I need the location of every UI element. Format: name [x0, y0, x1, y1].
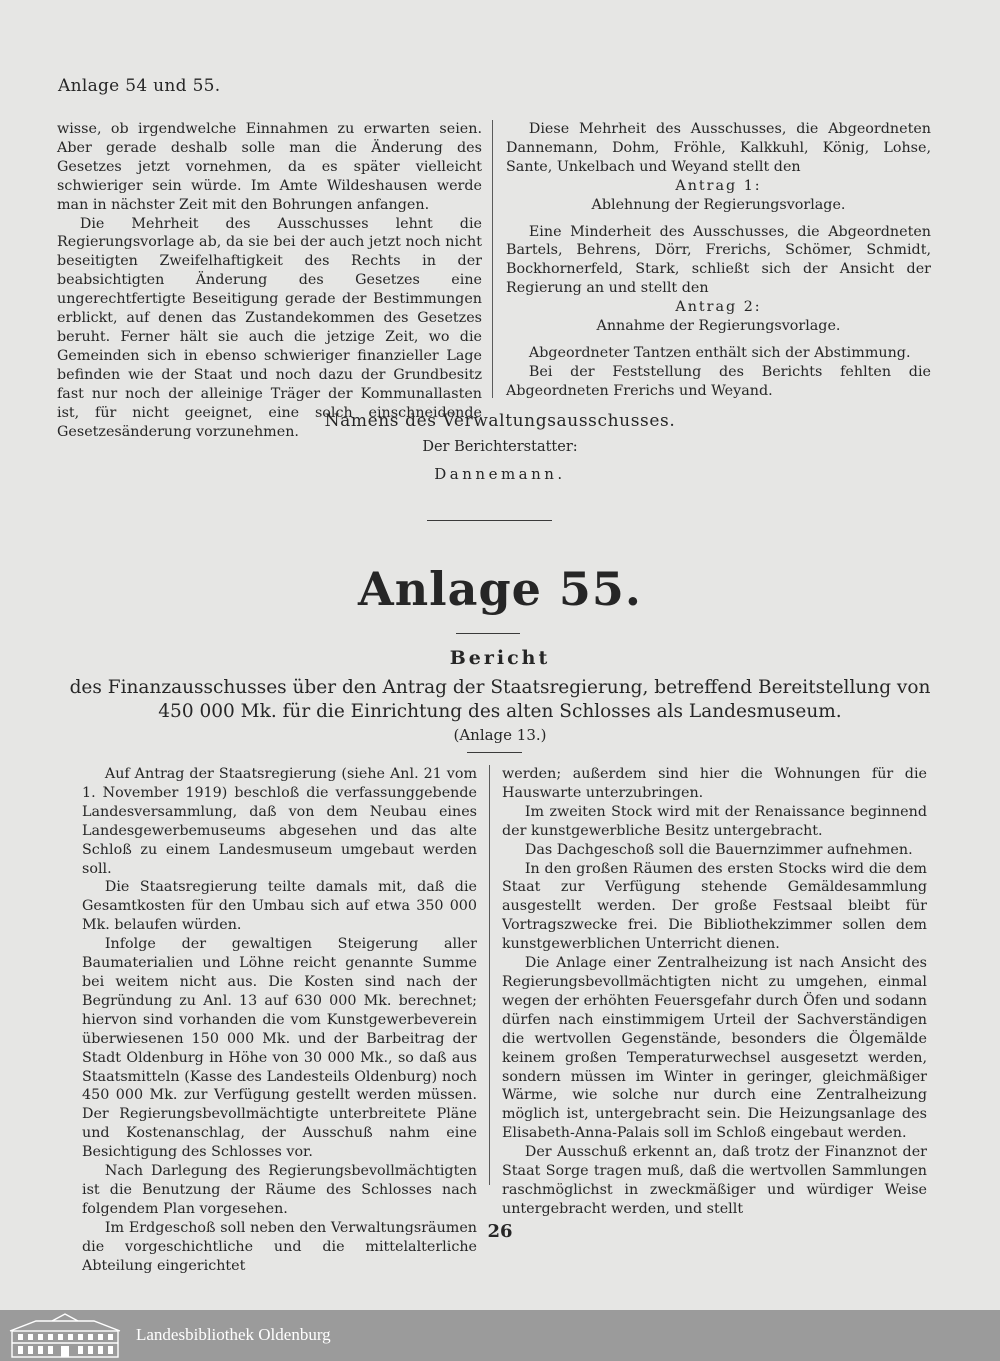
paragraph: Diese Mehrheit des Ausschusses, die Abgeordneten Dannemann, Dohm, Fröhle, Kalkkuhl, König, Lohse, Sante, Unkelbach und Weyand stellt den	[506, 121, 931, 175]
paragraph: Bei der Feststellung des Berichts fehlten die Abgeordneten Frerichs und Weyand.	[506, 363, 931, 399]
top-right-column	[506, 120, 931, 401]
paragraph: Abgeordneter Tantzen enthält sich der Abstimmung.	[528, 344, 911, 361]
section-divider	[427, 520, 552, 521]
paragraph: Im Erdgeschoß soll neben den Verwaltungsräumen die vorgeschichtliche und die mittelalterliche Abteilung eingerichtet	[82, 1219, 477, 1274]
bottom-right-column	[502, 765, 927, 1219]
library-name[interactable]: Landesbibliothek Oldenburg	[136, 1325, 331, 1344]
subject-divider	[467, 752, 522, 753]
signature-name: Dannemann.	[434, 465, 566, 483]
library-footer	[0, 1310, 1000, 1361]
top-left-column	[57, 120, 482, 441]
paragraph: Die Anlage einer Zentralheizung ist nach Ansicht des Regierungsbevollmächtigten nicht zu umgehen, einmal wegen der erhöhten Feuersgefahr durch Öfen und sodann dürfen nach einstimmigem Urteil der Sachverständigen die wertvollen Gegenstände, besonders die Ölgemälde keinem großen Temperaturwechsel ausgesetzt werden, sondern müssen im Winter in geringer, gleichmäßiger Wärme, wie solche nur durch eine Zentralheizung möglich ist, untergebracht sein. Die Heizungsanlage des Elisabeth-Anna-Palais soll im Schloß eingebaut werden.	[502, 955, 927, 1142]
paragraph: Auf Antrag der Staatsregierung (siehe Anl. 21 vom 1. November 1919) beschloß die verfassunggebende Landesversammlung, daß von dem Neubau eines Landesgewerbemuseums abgesehen und das alte Schloß zu einem Landesmuseum umgebaut werden soll.	[82, 766, 477, 877]
paragraph: werden; außerdem sind hier die Wohnungen für die Hauswarte unterzubringen.	[502, 766, 927, 801]
signature-role: Der Berichterstatter:	[422, 439, 578, 455]
motion-label: Antrag 1:	[675, 177, 762, 194]
motion-text: Ablehnung der Regierungsvorlage.	[591, 196, 846, 213]
motion-label: Antrag 2:	[675, 299, 762, 316]
title-divider	[456, 633, 520, 634]
paragraph: In den großen Räumen des ersten Stocks wird die dem Staat zur Verfügung stehende Gemäldesammlung ausgestellt werden. Der große Festsaal bleibt für Vortragszwecke frei. Die Bibliothekzimmer sollen dem kunstgewerblichen Unterricht dienen.	[502, 860, 927, 953]
paragraph: Nach Darlegung des Regierungsbevollmächtigten ist die Benutzung der Räume des Schlosses nach folgendem Plan vorgesehen.	[82, 1163, 477, 1217]
report-reference: (Anlage 13.)	[453, 726, 547, 744]
paragraph: Eine Minderheit des Ausschusses, die Abgeordneten Bartels, Behrens, Dörr, Frerichs, Schömer, Schmidt, Bockhornerfeld, Stark, schließt sich der Ansicht der Regierung an und stellt den	[506, 223, 931, 297]
report-subject: des Finanzausschusses über den Antrag der Staatsregierung, betreffend Bereitstellung von 450 000 Mk. für die Einrichtung des alten Schlosses als Landesmuseum.	[69, 677, 931, 722]
page-number: 26	[487, 1221, 513, 1242]
bottom-left-column	[82, 765, 477, 1275]
running-head: Anlage 54 und 55.	[58, 76, 221, 96]
signature-committee: Namens des Verwaltungsausschusses.	[324, 411, 676, 431]
library-building-icon	[6, 1313, 124, 1359]
column-divider	[489, 765, 490, 1185]
paragraph: Im zweiten Stock wird mit der Renaissance beginnend der kunstgewerbliche Besitz untergebracht.	[502, 803, 927, 839]
column-divider	[492, 120, 493, 398]
report-heading: Bericht	[449, 647, 551, 669]
paragraph: Die Mehrheit des Ausschusses lehnt die Regierungsvorlage ab, da sie bei der auch jetzt noch nicht beseitigten Zweifelhaftigkeit des Rechts in der beabsichtigten Änderung des Gesetzes eine ungerechtfertigte Beseitigung gerade der Bestimmungen erblickt, auf denen das Zustandekommen des Gesetzes beruht. Ferner hält sie auch die jetzige Zeit, wo die Gemeinden sich in ebenso schwieriger finanzieller Lage befinden wie der Staat und noch dazu der Grundbesitz fast nur noch der alleinige Träger der Kommunallasten ist, für nicht geeignet, eine solch einschneidende Gesetzesänderung vorzunehmen.	[57, 215, 482, 440]
paragraph: Infolge der gewaltigen Steigerung aller Baumaterialien und Löhne reicht genannte Summe bei weitem nicht aus. Die Kosten sind nach der Begründung zu Anl. 13 auf 630 000 Mk. berechnet; hiervon sind vorhanden die vom Kunstgewerbeverein überwiesenen 150 000 Mk. und der Barbeitrag der Stadt Oldenburg in Höhe von 30 000 Mk., so daß aus Staatsmitteln (Kasse des Landesteils Oldenburg) noch 450 000 Mk. zur Verfügung gestellt werden müssen. Der Regierungsbevollmächtigte unterbreitete Pläne und Kostenanschlag, der Ausschuß nahm eine Besichtigung des Schlosses vor.	[82, 936, 477, 1161]
paragraph: Die Staatsregierung teilte damals mit, daß die Gesamtkosten für den Umbau sich auf etwa 350 000 Mk. belaufen würden.	[82, 879, 477, 934]
paragraph: Der Ausschuß erkennt an, daß trotz der Finanznot der Staat Sorge tragen muß, daß die wertvollen Sammlungen raschmöglichst in zweckmäßiger und würdiger Weise untergebracht werden, und stellt	[502, 1144, 927, 1217]
section-title: Anlage 55.	[358, 562, 642, 616]
paragraph: Das Dachgeschoß soll die Bauernzimmer aufnehmen.	[524, 841, 913, 858]
paragraph: wisse, ob irgendwelche Einnahmen zu erwarten seien. Aber gerade deshalb solle man die Änderung des Gesetzes jetzt vornehmen, da es später vielleicht schwieriger sein würde. Im Amte Wildeshausen werde man in nächster Zeit mit den Bohrungen anfangen.	[57, 121, 482, 213]
motion-text: Annahme der Regierungsvorlage.	[596, 318, 841, 335]
